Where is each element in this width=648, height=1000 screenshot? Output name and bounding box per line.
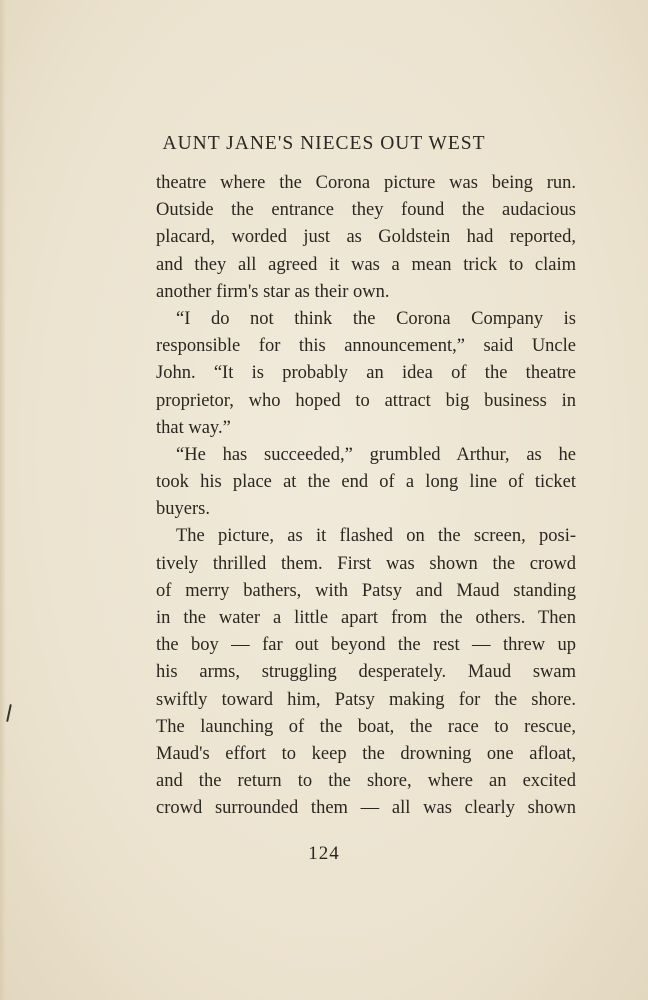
- text-line: placard, worded just as Goldstein had reported,: [156, 227, 576, 248]
- text-line: and the return to the shore, where an excited: [156, 771, 576, 792]
- ink-speck: [6, 704, 12, 722]
- text-line: another firm's star as their own.: [156, 281, 390, 302]
- text-line: proprietor, who hoped to attract big business in: [156, 390, 576, 411]
- text-line: the boy — far out beyond the rest — threw up: [156, 635, 576, 656]
- text-line: Outside the entrance they found the audacious: [156, 200, 576, 221]
- text-line: his arms, struggling desperately. Maud swam: [156, 662, 576, 683]
- text-line: crowd surrounded them — all was clearly shown: [156, 798, 576, 819]
- text-line: “I do not think the Corona Company is: [176, 308, 576, 329]
- text-line: theatre where the Corona picture was being run.: [156, 173, 576, 193]
- body-text: [156, 170, 576, 823]
- text-line: The picture, as it flashed on the screen, posi-: [176, 526, 576, 547]
- text-line: swiftly toward him, Patsy making for the shore.: [156, 689, 576, 710]
- text-line: buyers.: [156, 499, 210, 520]
- text-line: of merry bathers, with Patsy and Maud standing: [156, 580, 576, 601]
- page-number: 124: [308, 843, 340, 864]
- text-line: responsible for this announcement,” said Uncle: [156, 336, 576, 357]
- running-head: AUNT JANE'S NIECES OUT WEST: [162, 133, 486, 154]
- text-line: The launching of the boat, the race to rescue,: [156, 716, 576, 737]
- text-line: Maud's effort to keep the drowning one afloat,: [156, 743, 576, 764]
- text-line: and they all agreed it was a mean trick to claim: [156, 254, 576, 275]
- text-line: “He has succeeded,” grumbled Arthur, as he: [176, 444, 576, 465]
- text-line: John. “It is probably an idea of the theatre: [156, 363, 576, 384]
- text-line: in the water a little apart from the others. Then: [156, 608, 576, 628]
- text-line: that way.”: [156, 417, 231, 438]
- text-line: tively thrilled them. First was shown the crowd: [156, 553, 576, 574]
- text-line: took his place at the end of a long line of ticket: [156, 472, 576, 493]
